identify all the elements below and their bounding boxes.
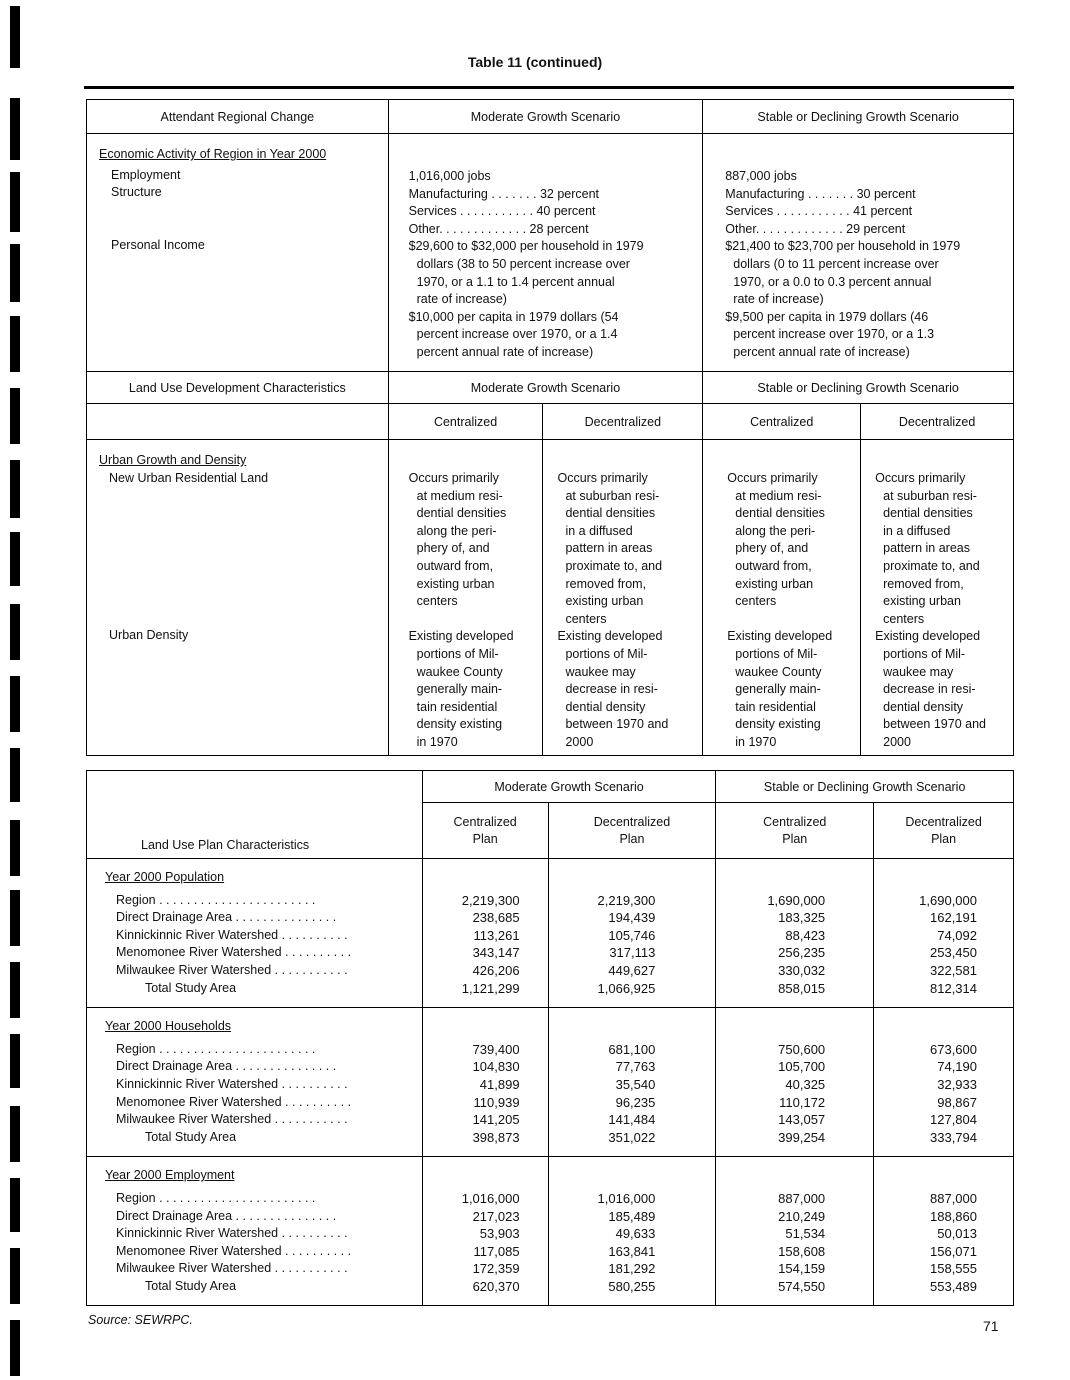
econ-line: $29,600 to $32,000 per household in 1979 bbox=[408, 239, 644, 254]
urban-text-line: at medium resi- bbox=[735, 488, 822, 503]
plan-mod-central: Centralized Plan bbox=[422, 803, 548, 859]
plan-chars-label: Land Use Plan Characteristics bbox=[87, 771, 423, 859]
row-label: Kinnickinnic River Watershed . . . . . . . . . . bbox=[116, 1226, 348, 1241]
urban-text-line: Existing developed bbox=[408, 629, 514, 644]
table-cell-value: 1,121,299 bbox=[461, 980, 520, 996]
urban-text-line: in 1970 bbox=[735, 734, 777, 749]
table-cell-value: 253,450 bbox=[930, 945, 977, 961]
table-cell-value: 110,172 bbox=[779, 1094, 826, 1110]
table-cell-value: 887,000 bbox=[778, 1190, 826, 1206]
table-cell-value: 217,023 bbox=[472, 1208, 520, 1224]
urban-text-line: density existing bbox=[735, 717, 821, 732]
table-cell-value: 1,690,000 bbox=[919, 892, 977, 908]
table-cell-value: 399,254 bbox=[778, 1129, 826, 1145]
table-cell-value: 185,489 bbox=[608, 1208, 656, 1224]
urban-text-line: tain residential bbox=[735, 699, 816, 714]
urban-text-line: dential density bbox=[883, 699, 964, 714]
table-cell-value: 333,794 bbox=[930, 1129, 977, 1145]
stb-central-cell bbox=[703, 440, 861, 756]
header-stable: Stable or Declining Growth Scenario bbox=[703, 100, 1014, 134]
table-cell-value: 49,633 bbox=[615, 1226, 656, 1242]
table-cell-value: 322,581 bbox=[930, 962, 977, 978]
table-cell-value: 398,873 bbox=[472, 1129, 520, 1145]
urban-text-line: Occurs primarily bbox=[557, 471, 648, 485]
table-cell-value: 162,191 bbox=[930, 910, 977, 926]
table-cell-value: 449,627 bbox=[608, 962, 656, 978]
table-cell-value: 104,830 bbox=[472, 1059, 520, 1075]
table-cell-value: 317,113 bbox=[609, 945, 656, 961]
new-urban-label: New Urban Residential Land bbox=[109, 470, 269, 485]
econ-line: $9,500 per capita in 1979 dollars (46 bbox=[725, 309, 929, 324]
row-label: Direct Drainage Area . . . . . . . . . . . . . . . bbox=[116, 1208, 337, 1223]
table-cell-value: 673,600 bbox=[930, 1041, 977, 1057]
econ-line: 887,000 jobs bbox=[725, 169, 797, 183]
econ-line: dollars (0 to 11 percent increase over bbox=[733, 256, 939, 271]
econ-line: 1970, or a 1.1 to 1.4 percent annual bbox=[416, 274, 615, 289]
table-cell-value: 553,489 bbox=[930, 1278, 977, 1294]
urban-text-line: Existing developed bbox=[875, 629, 981, 644]
econ-line: Other. . . . . . . . . . . . . 29 percent bbox=[725, 221, 906, 236]
urban-text-line: centers bbox=[883, 611, 925, 626]
mod-decentral-cell bbox=[543, 440, 703, 756]
econ-line: percent annual rate of increase) bbox=[416, 344, 594, 359]
employment-label: Employment bbox=[111, 167, 181, 182]
table-cell-value: 74,190 bbox=[937, 1059, 977, 1075]
urban-text-line: proximate to, and bbox=[565, 558, 663, 573]
table-cell-value: 1,016,000 bbox=[597, 1190, 656, 1206]
urban-text-line: outward from, bbox=[416, 558, 494, 573]
row-label: Kinnickinnic River Watershed . . . . . . . . . . bbox=[116, 927, 348, 942]
urban-text-line: removed from, bbox=[565, 576, 647, 591]
row-label: Region . . . . . . . . . . . . . . . . . . . . . . . bbox=[116, 1041, 316, 1056]
moderate-econ bbox=[388, 134, 703, 372]
urban-text-line: pattern in areas bbox=[565, 541, 653, 556]
urban-text-line: portions of Mil- bbox=[565, 646, 648, 661]
title-rule bbox=[84, 86, 1014, 89]
table-cell-value: 96,235 bbox=[615, 1094, 656, 1110]
urban-text-line: tain residential bbox=[416, 699, 498, 714]
urban-text-line: generally main- bbox=[416, 682, 503, 697]
urban-text-line: in 1970 bbox=[416, 734, 458, 749]
table-cell-value: 188,860 bbox=[930, 1208, 977, 1224]
urban-text-line: Occurs primarily bbox=[875, 471, 966, 485]
urban-text-line: existing urban bbox=[883, 594, 961, 609]
plan-stb-decentral: Decentralized Plan bbox=[874, 803, 1014, 859]
table-cell-value: 750,600 bbox=[778, 1041, 826, 1057]
moderate-subheader: Moderate Growth Scenario bbox=[388, 372, 703, 404]
econ-line: 1,016,000 jobs bbox=[408, 169, 491, 183]
table-cell-value: 141,484 bbox=[608, 1112, 656, 1128]
urban-text-line: existing urban bbox=[416, 576, 495, 591]
table-cell-value: 117,085 bbox=[473, 1243, 520, 1259]
econ-line: Manufacturing . . . . . . . 32 percent bbox=[408, 186, 600, 201]
table-cell-value: 50,013 bbox=[937, 1226, 977, 1242]
urban-text-line: waukee may bbox=[565, 664, 636, 679]
urban-text-line: in a diffused bbox=[565, 523, 633, 538]
econ-line: percent increase over 1970, or a 1.3 bbox=[733, 327, 935, 342]
stable-econ bbox=[703, 134, 1014, 372]
urban-text-line: Occurs primarily bbox=[408, 471, 499, 485]
row-label: Direct Drainage Area . . . . . . . . . . . . . . . bbox=[116, 1059, 337, 1074]
table-cell-value: 113,261 bbox=[473, 927, 520, 943]
urban-text-line: decrease in resi- bbox=[565, 682, 658, 697]
table-cell-value: 194,439 bbox=[608, 910, 656, 926]
econ-line: Other. . . . . . . . . . . . . 28 percent bbox=[408, 221, 589, 236]
urban-text-line: generally main- bbox=[735, 682, 821, 697]
table-cell-value: 40,325 bbox=[785, 1076, 826, 1092]
urban-text-line: 2000 bbox=[565, 734, 594, 749]
table-cell-value: 105,700 bbox=[778, 1059, 826, 1075]
urban-text-line: centers bbox=[416, 594, 458, 609]
landuse-dev-label: Land Use Development Characteristics bbox=[87, 372, 389, 404]
table-cell-value: 154,159 bbox=[778, 1261, 826, 1277]
mod-decentralized-header: Decentralized bbox=[543, 404, 703, 440]
table-cell-value: 1,066,925 bbox=[597, 980, 656, 996]
table-cell-value: 812,314 bbox=[930, 980, 977, 996]
row-label: Menomonee River Watershed . . . . . . . . . . bbox=[116, 1243, 352, 1258]
table-cell-value: 426,206 bbox=[472, 962, 520, 978]
plan-stb-central: Centralized Plan bbox=[716, 803, 874, 859]
urban-text-line: at suburban resi- bbox=[565, 488, 660, 503]
urban-growth-heading: Urban Growth and Density bbox=[99, 453, 247, 467]
table-cell-value: 35,540 bbox=[615, 1076, 656, 1092]
table-cell-value: 183,325 bbox=[778, 910, 826, 926]
urban-text-line: Existing developed bbox=[727, 629, 833, 644]
plan-section bbox=[87, 1157, 1014, 1306]
row-label: Milwaukee River Watershed . . . . . . . . . . . bbox=[116, 962, 348, 977]
urban-density-label: Urban Density bbox=[109, 628, 189, 643]
table-cell-value: 127,804 bbox=[930, 1112, 977, 1128]
urban-text-line: dential densities bbox=[883, 506, 973, 521]
urban-text-line: between 1970 and bbox=[883, 717, 986, 732]
table-cell-value: 238,685 bbox=[472, 910, 520, 926]
plan-mod-decentral: Decentralized Plan bbox=[548, 803, 716, 859]
scan-edge-marks bbox=[10, 0, 22, 1380]
stb-centralized-header: Centralized bbox=[703, 404, 861, 440]
table-cell-value: 681,100 bbox=[608, 1041, 656, 1057]
table-cell-value: 158,555 bbox=[930, 1261, 977, 1277]
stb-decentral-cell bbox=[861, 440, 1014, 756]
table-cell-value: 858,015 bbox=[778, 980, 826, 996]
urban-text-line: dential densities bbox=[565, 506, 656, 521]
urban-text-line: phery of, and bbox=[735, 541, 809, 556]
econ-line: Services . . . . . . . . . . . 41 percent bbox=[725, 204, 913, 219]
table-cell-value: 351,022 bbox=[608, 1129, 656, 1145]
table-cell-value: 580,255 bbox=[608, 1278, 656, 1294]
urban-text-line: waukee County bbox=[735, 664, 822, 679]
econ-line: rate of increase) bbox=[733, 292, 824, 307]
urban-text-line: at medium resi- bbox=[416, 488, 503, 503]
table-cell-value: 53,903 bbox=[479, 1226, 520, 1242]
urban-text-line: removed from, bbox=[883, 576, 964, 591]
table-cell-value: 51,534 bbox=[785, 1226, 826, 1242]
table-cell-value: 887,000 bbox=[930, 1190, 977, 1206]
econ-line: Manufacturing . . . . . . . 30 percent bbox=[725, 186, 916, 201]
econ-line: percent annual rate of increase) bbox=[733, 344, 910, 359]
urban-text-line: along the peri- bbox=[416, 523, 497, 538]
econ-line: percent increase over 1970, or a 1.4 bbox=[416, 327, 618, 342]
urban-text-line: Existing developed bbox=[557, 629, 663, 644]
urban-text-line: outward from, bbox=[735, 558, 812, 573]
urban-text-line: portions of Mil- bbox=[883, 646, 966, 661]
urban-text-line: at suburban resi- bbox=[883, 488, 977, 503]
table-cell-value: 141,205 bbox=[472, 1112, 520, 1128]
table-cell-value: 32,933 bbox=[937, 1076, 977, 1092]
table-cell-value: 1,016,000 bbox=[461, 1190, 520, 1206]
urban-text-line: dential density bbox=[565, 699, 646, 714]
urban-text-line: between 1970 and bbox=[565, 717, 669, 732]
table-cell-value: 77,763 bbox=[615, 1059, 656, 1075]
header-attendant-change: Attendant Regional Change bbox=[87, 100, 389, 134]
table-cell-value: 210,249 bbox=[778, 1208, 826, 1224]
mod-centralized-header: Centralized bbox=[388, 404, 543, 440]
section-heading: Year 2000 Population bbox=[105, 870, 225, 884]
row-label: Direct Drainage Area . . . . . . . . . . . . . . . bbox=[116, 910, 337, 925]
table-cell-value: 41,899 bbox=[479, 1076, 520, 1092]
table-cell-value: 2,219,300 bbox=[597, 892, 656, 908]
section-heading: Year 2000 Households bbox=[105, 1019, 232, 1034]
urban-text-line: along the peri- bbox=[735, 523, 816, 538]
urban-text-line: phery of, and bbox=[416, 541, 490, 556]
econ-line: Services . . . . . . . . . . . 40 percent bbox=[408, 204, 596, 219]
table-cell-value: 256,235 bbox=[778, 945, 826, 961]
table-cell-value: 158,608 bbox=[778, 1243, 826, 1259]
table-cell-value: 330,032 bbox=[778, 962, 826, 978]
urban-text-line: dential densities bbox=[735, 506, 825, 521]
row-label: Menomonee River Watershed . . . . . . . . . . bbox=[116, 1094, 352, 1109]
table-cell-value: 343,147 bbox=[472, 945, 520, 961]
econ-line: rate of increase) bbox=[416, 292, 507, 307]
row-label: Total Study Area bbox=[145, 1129, 237, 1144]
urban-text-line: waukee County bbox=[416, 664, 503, 679]
row-label: Kinnickinnic River Watershed . . . . . . . . . . bbox=[116, 1076, 348, 1091]
mod-central-cell bbox=[388, 440, 543, 756]
econ-line: dollars (38 to 50 percent increase over bbox=[416, 256, 630, 271]
urban-text-line: decrease in resi- bbox=[883, 682, 976, 697]
urban-text-line: dential densities bbox=[416, 506, 507, 521]
plan-section bbox=[87, 859, 1014, 1008]
row-label: Region . . . . . . . . . . . . . . . . . . . . . . . bbox=[116, 892, 316, 907]
plan-moderate-header: Moderate Growth Scenario bbox=[422, 771, 716, 803]
table-cell-value: 1,690,000 bbox=[767, 892, 826, 908]
table-cell-value: 620,370 bbox=[472, 1278, 520, 1294]
urban-text-line: proximate to, and bbox=[883, 558, 980, 573]
stb-decentralized-header: Decentralized bbox=[861, 404, 1014, 440]
table-cell-value: 156,071 bbox=[930, 1243, 977, 1259]
table-cell-value: 110,939 bbox=[473, 1094, 520, 1110]
urban-text-line: 2000 bbox=[883, 734, 911, 749]
section-heading: Year 2000 Employment bbox=[105, 1168, 235, 1183]
table-title: Table 11 (continued) bbox=[467, 54, 603, 70]
row-label: Milwaukee River Watershed . . . . . . . . . . . bbox=[116, 1112, 348, 1127]
urban-text-line: portions of Mil- bbox=[416, 646, 499, 661]
econ-labels bbox=[87, 134, 389, 372]
table-cell-value: 74,092 bbox=[937, 927, 977, 943]
table-cell-value: 143,057 bbox=[778, 1112, 826, 1128]
urban-text-line: pattern in areas bbox=[883, 541, 970, 556]
econ-heading: Economic Activity of Region in Year 2000 bbox=[99, 147, 327, 161]
table-cell-value: 739,400 bbox=[472, 1041, 520, 1057]
urban-text-line: centers bbox=[565, 611, 607, 626]
plan-section bbox=[87, 1008, 1014, 1157]
table-cell-value: 2,219,300 bbox=[461, 892, 520, 908]
row-label: Total Study Area bbox=[145, 1278, 237, 1293]
plan-table bbox=[86, 770, 1014, 1306]
urban-text-line: density existing bbox=[416, 717, 503, 732]
row-label: Region . . . . . . . . . . . . . . . . . . . . . . . bbox=[116, 1190, 316, 1205]
row-label: Total Study Area bbox=[145, 980, 237, 995]
urban-text-line: centers bbox=[735, 594, 777, 609]
table-cell-value: 172,359 bbox=[472, 1261, 520, 1277]
page-number: 71 bbox=[983, 1318, 999, 1334]
personal-income-label: Personal Income bbox=[111, 237, 205, 252]
table-cell-value: 163,841 bbox=[608, 1243, 656, 1259]
table-cell-value: 181,292 bbox=[608, 1261, 656, 1277]
table-cell-value: 105,746 bbox=[608, 927, 656, 943]
econ-line: 1970, or a 0.0 to 0.3 percent annual bbox=[733, 274, 932, 289]
stable-subheader: Stable or Declining Growth Scenario bbox=[703, 372, 1014, 404]
urban-text-line: existing urban bbox=[735, 576, 814, 591]
source-note: Source: SEWRPC. bbox=[88, 1313, 193, 1327]
econ-line: $10,000 per capita in 1979 dollars (54 bbox=[408, 309, 619, 324]
urban-labels bbox=[87, 440, 389, 756]
header-moderate: Moderate Growth Scenario bbox=[388, 100, 703, 134]
scenario-table bbox=[86, 99, 1014, 756]
urban-text-line: in a diffused bbox=[883, 523, 951, 538]
row-label: Milwaukee River Watershed . . . . . . . . . . . bbox=[116, 1261, 348, 1276]
table-cell-value: 88,423 bbox=[785, 927, 826, 943]
econ-line: $21,400 to $23,700 per household in 1979 bbox=[725, 239, 961, 254]
plan-stable-header: Stable or Declining Growth Scenario bbox=[716, 771, 1014, 803]
table-cell-value: 98,867 bbox=[937, 1094, 977, 1110]
row-label: Menomonee River Watershed . . . . . . . . . . bbox=[116, 945, 352, 960]
urban-text-line: existing urban bbox=[565, 594, 644, 609]
structure-label: Structure bbox=[111, 185, 162, 200]
urban-text-line: Occurs primarily bbox=[727, 471, 818, 485]
table-cell-value: 574,550 bbox=[778, 1278, 826, 1294]
urban-text-line: waukee may bbox=[883, 664, 954, 679]
urban-text-line: portions of Mil- bbox=[735, 646, 818, 661]
